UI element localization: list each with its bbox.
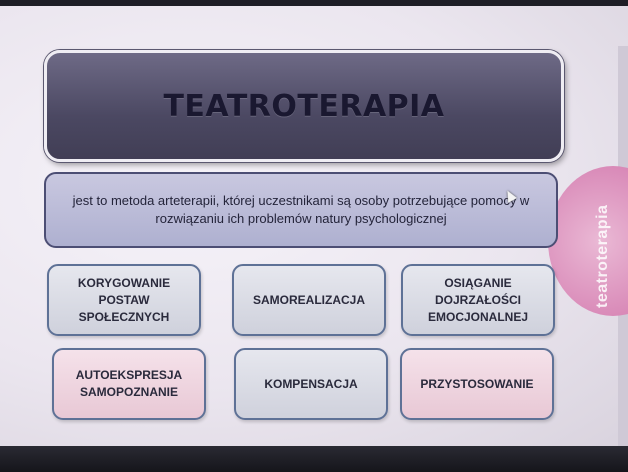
monitor-bezel <box>0 446 628 472</box>
slide-title: TEATROTERAPIA <box>163 88 445 124</box>
card-osiaganie <box>401 264 555 336</box>
card-korygowanie <box>47 264 201 336</box>
card-kompensacja <box>234 348 388 420</box>
side-label: teatroterapia <box>594 204 611 308</box>
definition-text: jest to metoda arteterapii, której uczestnikami są osoby potrzebujące pomocy w rozwiązaniu ich problemów natury psychologicznej <box>72 193 530 226</box>
card-label: KOMPENSACJA <box>264 376 358 391</box>
card-label: SAMOREALIZACJA <box>252 292 365 307</box>
card-label: PRZYSTOSOWANIE <box>420 376 534 391</box>
decorative-circle <box>548 166 628 316</box>
card-autoekspresja <box>52 348 206 420</box>
slide-screen <box>0 6 628 446</box>
definition-box <box>44 172 558 248</box>
card-label: OSIĄGANIE DOJRZAŁOŚCI EMOCJONALNEJ <box>427 275 528 324</box>
card-label: KORYGOWANIE POSTAW SPOŁECZNYCH <box>77 275 171 324</box>
card-przystosowanie <box>400 348 554 420</box>
title-box <box>44 50 564 162</box>
card-samorealizacja <box>232 264 386 336</box>
card-label: AUTOEKSPRESJA SAMOPOZNANIE <box>75 368 183 399</box>
